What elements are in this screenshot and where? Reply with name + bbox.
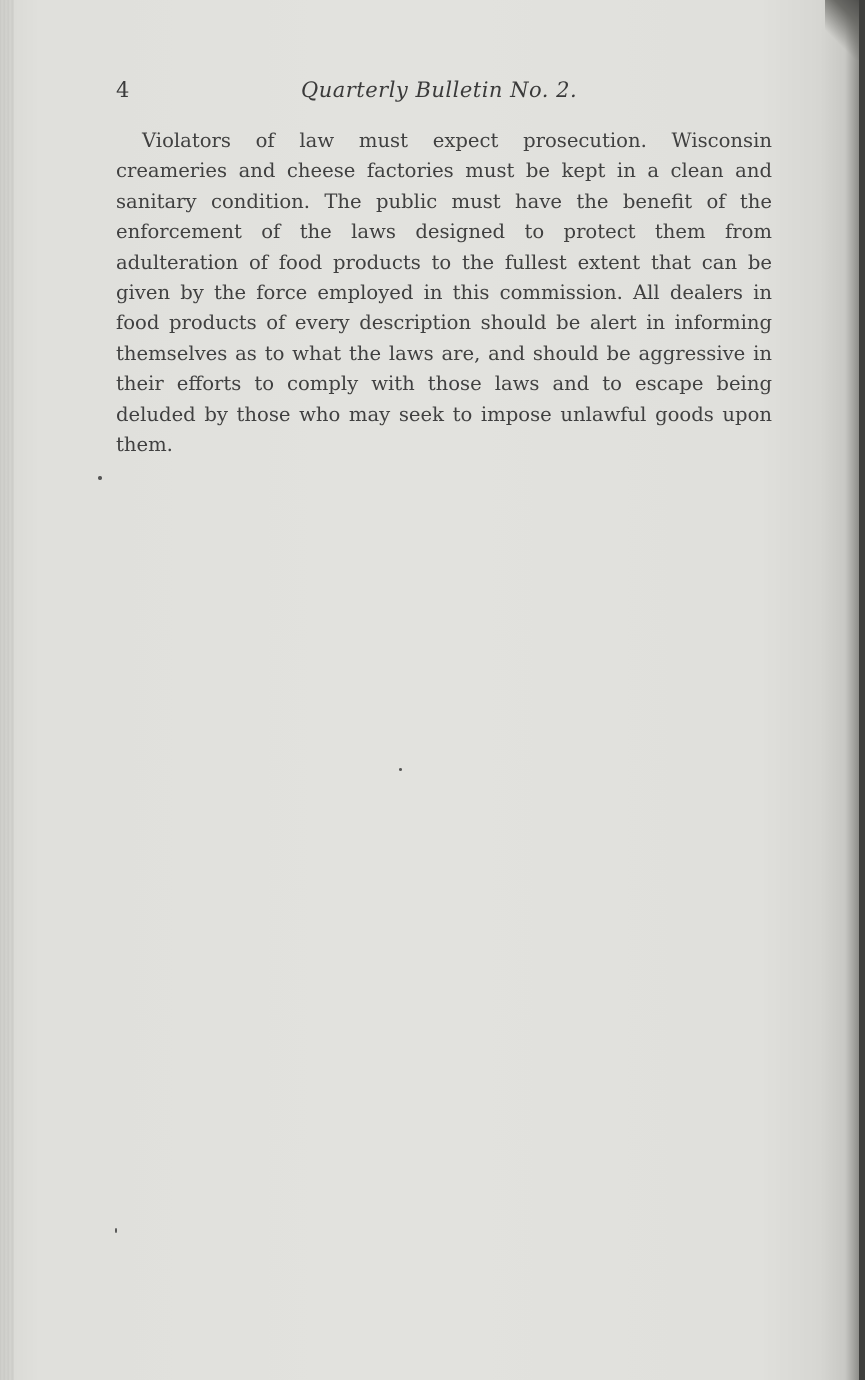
ink-speck bbox=[399, 768, 402, 771]
ink-speck bbox=[115, 1228, 117, 1233]
body-paragraph: Violators of law must expect prosecution. Wisconsin creameries and cheese factories must be kept in a clean and sanitary condition. The public must have the benefit of the enforcement of the laws designed to protect them from adulteration of food products to the fullest extent that can be given by the force employed in this commission. All dealers in food products of every description should be alert in informing themselves as to what the laws are, and should be aggressive in their efforts to comply with those laws and to escape being deluded by those who may seek to impose unlawful goods upon them. bbox=[116, 129, 772, 457]
page-header bbox=[116, 78, 776, 108]
ink-speck bbox=[98, 476, 102, 480]
page-right-edge bbox=[859, 0, 865, 1380]
page-number: 4 bbox=[116, 78, 130, 102]
running-title: Quarterly Bulletin No. 2. bbox=[301, 78, 578, 102]
page-binding-edge bbox=[0, 0, 14, 1380]
